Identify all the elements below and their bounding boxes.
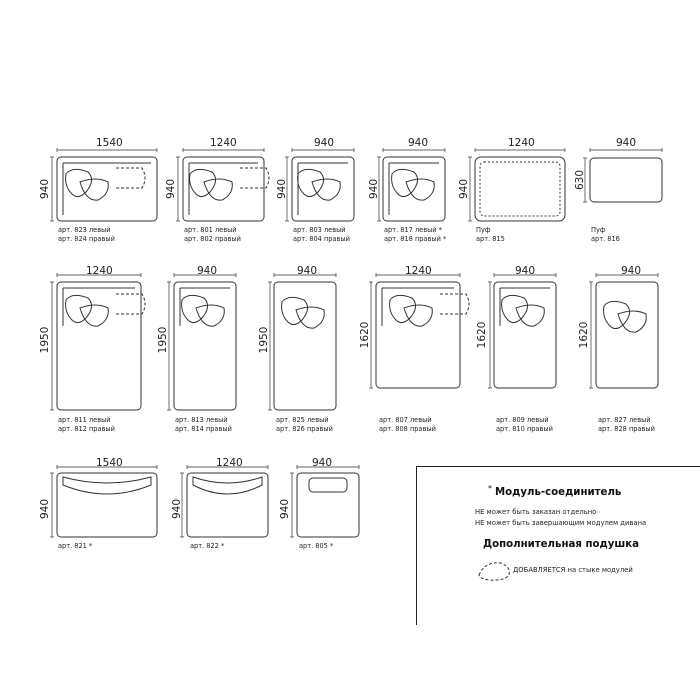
caption-811: арт. 811 левый арт. 812 правый (58, 416, 115, 433)
caption-803: арт. 803 левый арт. 804 правый (293, 226, 350, 243)
seat-pillow-803 (312, 179, 340, 200)
width-label-813: 940 (197, 265, 218, 277)
caption-801: арт. 801 левый арт. 802 правый (184, 226, 241, 243)
seat-pillow-807 (404, 305, 432, 326)
seat-pillow-825 (296, 307, 324, 328)
caption-827: арт. 827 левый арт. 828 правый (598, 416, 655, 433)
width-label-821: 1540 (96, 457, 123, 469)
seat-pillow-817 (406, 179, 434, 200)
seat-pillow-827 (618, 311, 646, 332)
module-outline-827 (596, 282, 658, 388)
module-outline-807 (376, 282, 460, 388)
width-label-803: 940 (314, 137, 335, 149)
back-pillow-823 (66, 169, 92, 196)
module-outline-815 (475, 157, 565, 221)
width-label-823: 1540 (96, 137, 123, 149)
module-outline-801 (183, 157, 264, 221)
wedge-821 (63, 477, 151, 494)
width-label-815: 1240 (508, 137, 535, 149)
depth-label-823: 940 (39, 178, 51, 200)
caption-823: арт. 823 левый арт. 824 правый (58, 226, 115, 243)
back-pillow-811 (66, 295, 92, 322)
stitch-line-815 (480, 162, 560, 216)
depth-label-827: 1620 (578, 321, 590, 349)
seat-pillow-801 (204, 179, 232, 200)
extra-pillow-823 (116, 168, 145, 188)
back-pillow-809 (502, 295, 528, 322)
back-pillow-803 (298, 169, 324, 196)
module-outline-803 (292, 157, 354, 221)
extra-pillow-807 (440, 294, 469, 314)
caption-816: Пуф арт. 816 (591, 226, 620, 243)
back-pillow-825 (282, 297, 308, 324)
caption-821: арт. 821 * (58, 542, 93, 550)
depth-label-807: 1620 (359, 321, 371, 349)
module-outline-813 (174, 282, 236, 410)
connector-note-2: НЕ может быть завершающим модулем дивана (475, 519, 647, 527)
depth-label-821: 940 (39, 498, 51, 520)
seat-pillow-811 (80, 305, 108, 326)
caption-817: арт. 817 левый * арт. 818 правый * (384, 226, 447, 243)
width-label-811: 1240 (86, 265, 113, 277)
back-pillow-801 (190, 169, 216, 196)
module-outline-805 (297, 473, 359, 537)
pillow-title: Дополнительная подушка (483, 539, 639, 550)
back-pillow-827 (604, 301, 630, 328)
caption-809: арт. 809 левый арт. 810 правый (496, 416, 553, 433)
depth-label-822: 940 (171, 498, 183, 520)
depth-label-813: 1950 (157, 326, 169, 354)
width-label-807: 1240 (405, 265, 432, 277)
caption-805: арт. 805 * (299, 542, 334, 550)
seat-pillow-813 (196, 305, 224, 326)
width-label-825: 940 (297, 265, 318, 277)
width-label-809: 940 (515, 265, 536, 277)
wedge-822 (193, 477, 262, 494)
width-label-827: 940 (621, 265, 642, 277)
caption-825: арт. 825 левый арт. 826 правый (276, 416, 333, 433)
seat-pillow-823 (80, 179, 108, 200)
back-pillow-805 (309, 478, 347, 492)
connector-star-mark: * (488, 484, 492, 493)
caption-822: арт. 822 * (190, 542, 225, 550)
back-pillow-817 (392, 169, 418, 196)
seat-pillow-809 (516, 305, 544, 326)
extra-pillow-801 (240, 168, 269, 188)
depth-label-805: 940 (279, 498, 291, 520)
caption-807: арт. 807 левый арт. 808 правый (379, 416, 436, 433)
depth-label-825: 1950 (258, 326, 270, 354)
back-pillow-813 (182, 295, 208, 322)
extra-pillow-icon (475, 557, 515, 583)
width-label-822: 1240 (216, 457, 243, 469)
width-label-816: 940 (616, 137, 637, 149)
back-pillow-807 (390, 295, 416, 322)
caption-813: арт. 813 левый арт. 814 правый (175, 416, 232, 433)
depth-label-815: 940 (458, 178, 470, 200)
connector-note-1: НЕ может быть заказан отдельно (475, 508, 597, 516)
width-label-801: 1240 (210, 137, 237, 149)
depth-label-817: 940 (368, 178, 380, 200)
width-label-817: 940 (408, 137, 429, 149)
pillow-note: ДОБАВЛЯЕТСЯ на стыке модулей (513, 566, 633, 574)
depth-label-809: 1620 (476, 321, 488, 349)
depth-label-803: 940 (276, 178, 288, 200)
width-label-805: 940 (312, 457, 333, 469)
caption-815: Пуф арт. 815 (476, 226, 505, 243)
depth-label-811: 1950 (39, 326, 51, 354)
depth-label-801: 940 (165, 178, 177, 200)
legend-box (416, 466, 700, 625)
module-outline-811 (57, 282, 141, 410)
depth-label-816: 630 (574, 169, 586, 191)
connector-title: Модуль-соединитель (495, 487, 622, 498)
module-outline-816 (590, 158, 662, 202)
module-outline-823 (57, 157, 157, 221)
